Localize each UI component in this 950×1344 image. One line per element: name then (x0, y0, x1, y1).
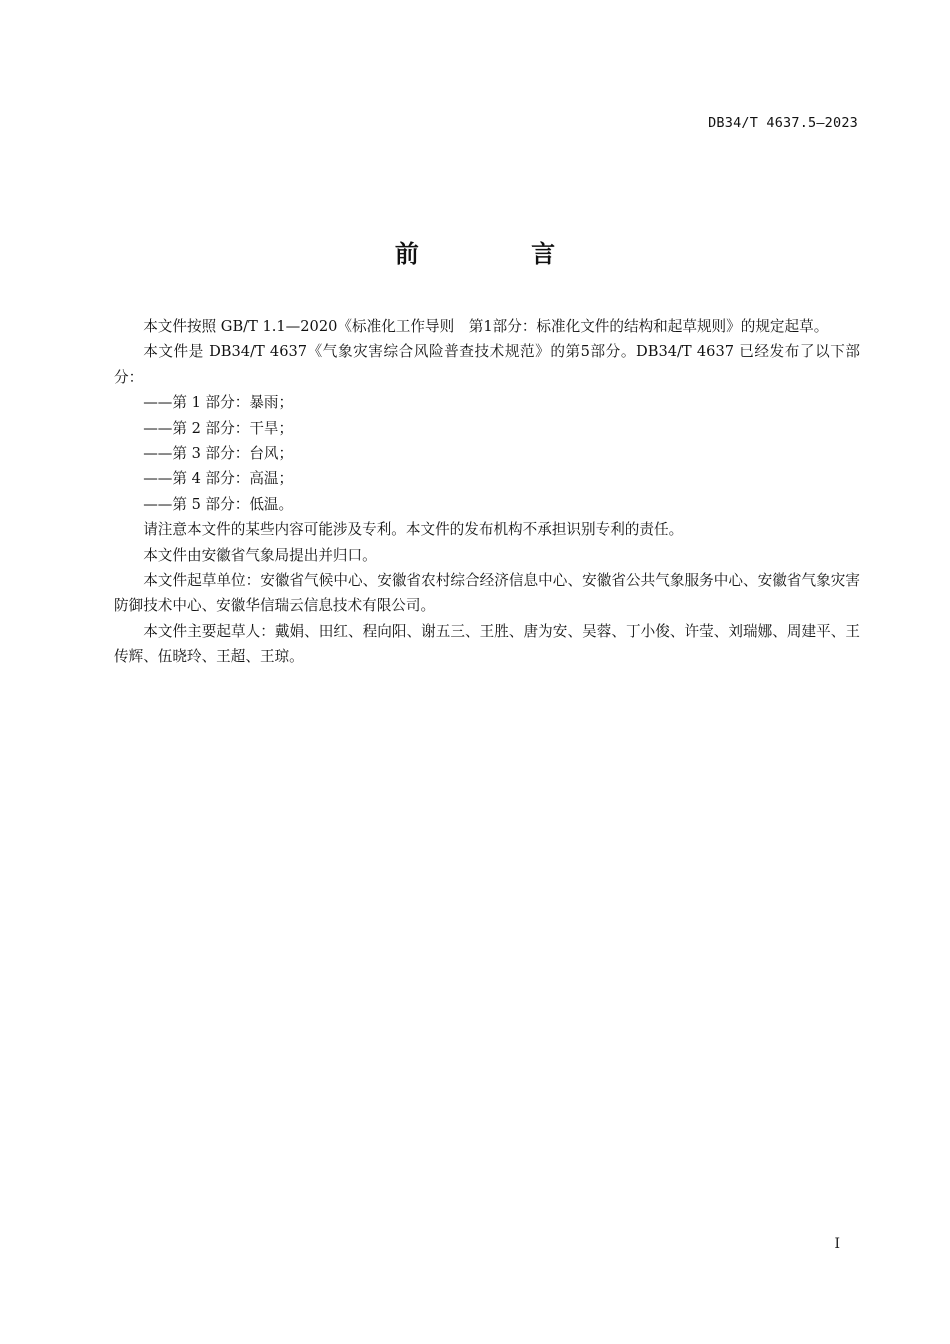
page-title: 前 言 (394, 240, 608, 268)
list-item-part-4: ——第 4 部分：高温； (143, 470, 294, 488)
paragraph-series-info: 本文件是 DB34/T 4637《气象灾害综合风险普查技术规范》的第5部分。DB34/T 4637 已经发布了以下部分： (114, 343, 860, 386)
list-item-part-3: ——第 3 部分：台风； (143, 445, 294, 463)
paragraph-drafting-rules: 本文件按照 GB/T 1.1—2020《标准化工作导则 第1部分：标准化文件的结构和起草规则》的规定起草。 (143, 318, 829, 335)
page-number: I (834, 1236, 840, 1252)
list-item-part-5: ——第 5 部分：低温。 (143, 495, 294, 513)
standard-code: DB34/T 4637.5—2023 (708, 115, 858, 131)
paragraph-drafting-units: 本文件起草单位：安徽省气候中心、安徽省农村综合经济信息中心、安徽省公共气象服务中心、安徽省气象灾害防御技术中心、安徽华信瑞云信息技术有限公司。 (114, 572, 860, 615)
list-item-part-1: ——第 1 部分：暴雨； (143, 394, 294, 412)
paragraph-proposer: 本文件由安徽省气象局提出并归口。 (143, 546, 377, 564)
list-item-part-2: ——第 2 部分：干旱； (143, 419, 294, 437)
paragraph-patent-notice: 请注意本文件的某些内容可能涉及专利。本文件的发布机构不承担识别专利的责任。 (143, 521, 684, 539)
paragraph-drafters: 本文件主要起草人：戴娟、田红、程向阳、谢五三、王胜、唐为安、吴蓉、丁小俊、许莹、刘瑞娜、周建平、王传辉、伍晓玲、王超、王琼。 (114, 622, 860, 666)
foreword-body (114, 314, 860, 670)
